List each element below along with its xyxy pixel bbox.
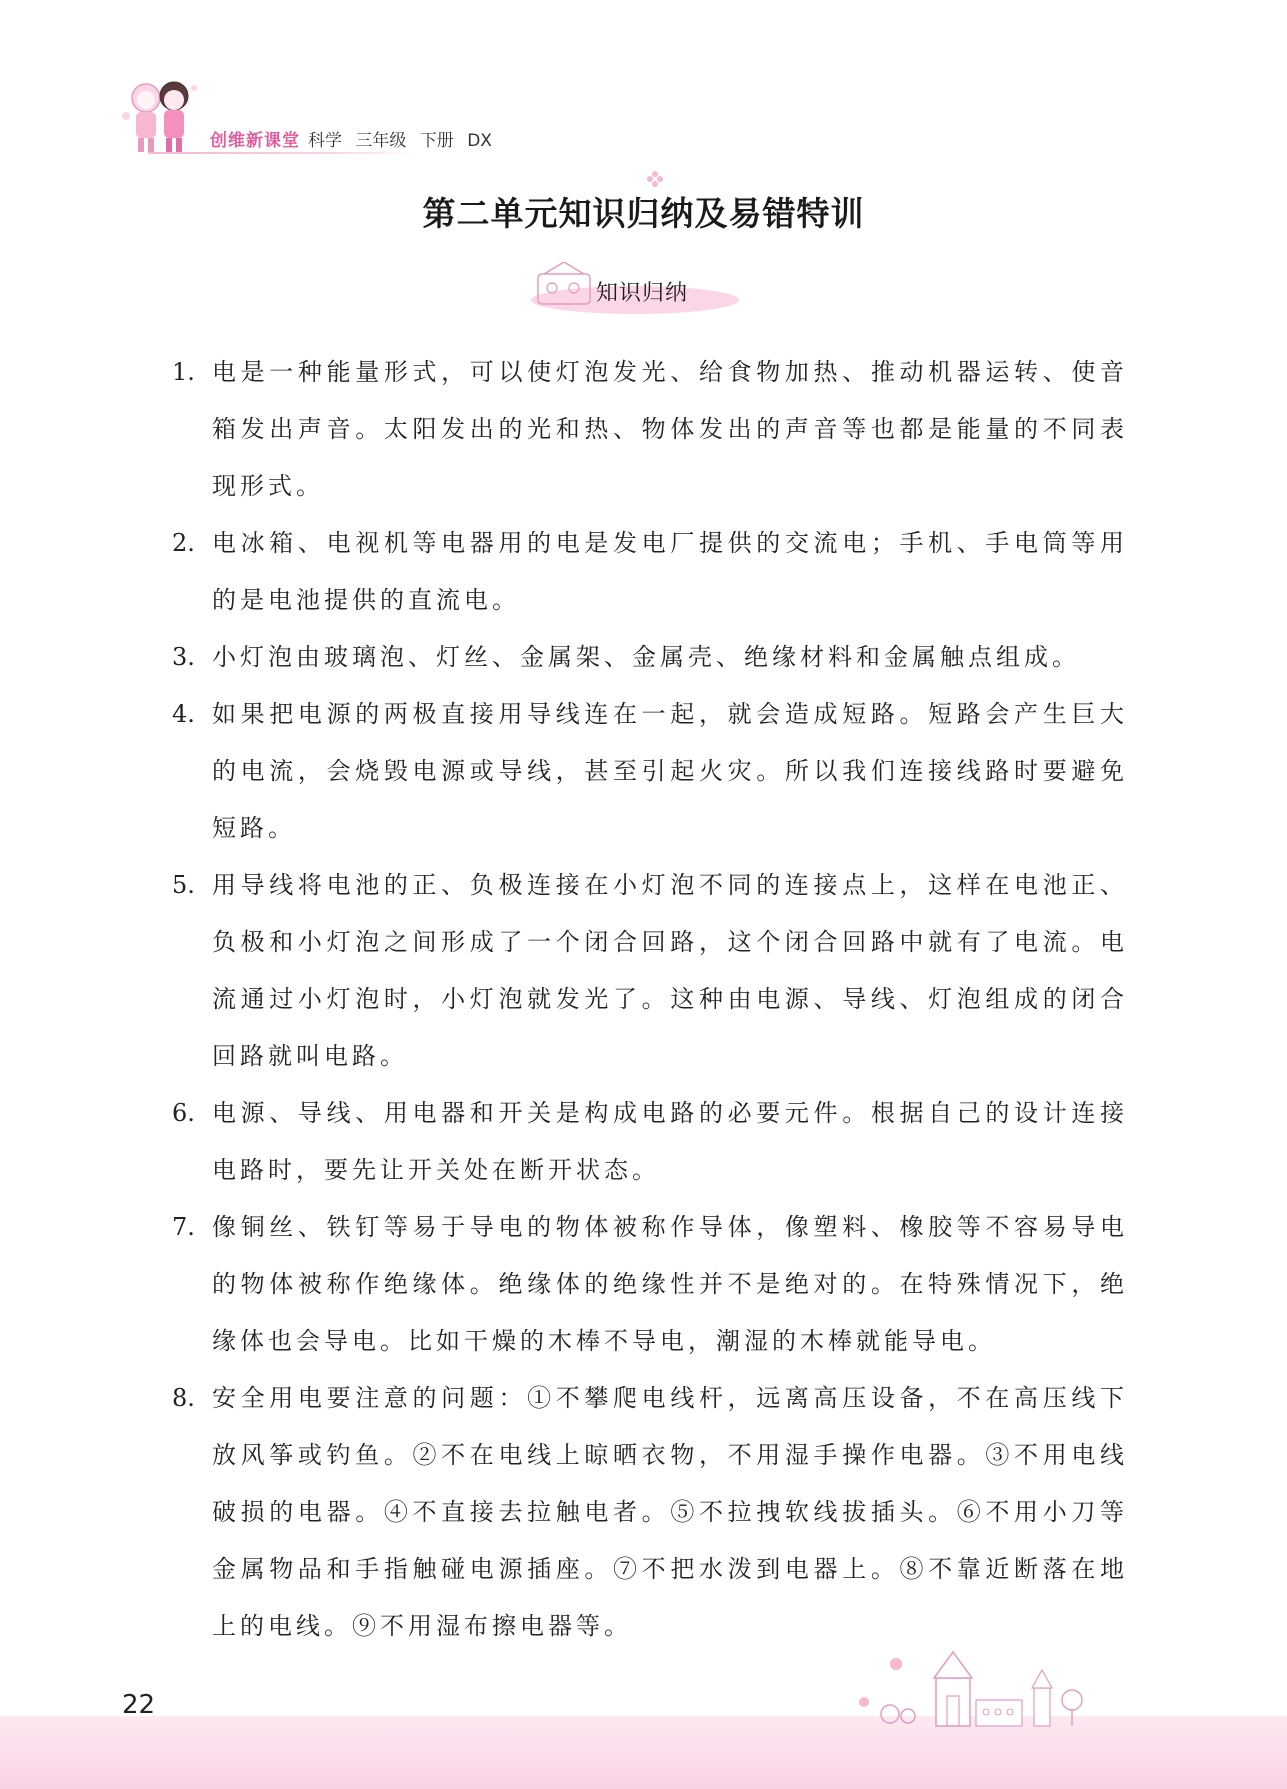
item-text: 安全用电要注意的问题：①不攀爬电线杆，远离高压设备，不在高压线下放风筝或钓鱼。②不在电线上晾晒衣物，不用湿手操作电器。③不用电线破损的电器。④不直接去拉触电者。⑤不拉拽软线拔插头。⑥不用小刀等金属物品和手指触碰电源插座。⑦不把水泼到电器上。⑧不靠近断落在地上的电线。⑨不用湿布擦电器等。 [212,1384,1128,1640]
header-divider [148,152,418,154]
item-number: 5. [172,871,195,899]
edition-label: DX [467,131,492,151]
item-text: 电是一种能量形式，可以使灯泡发光、给食物加热、推动机器运转、使音箱发出声音。太阳发出的光和热、物体发出的声音等也都是能量的不同表现形式。 [212,358,1128,500]
page-title: 第二单元知识归纳及易错特训 [422,194,865,233]
flower-icon [646,170,664,188]
item-text: 小灯泡由玻璃泡、灯丝、金属架、金属壳、绝缘材料和金属触点组成。 [212,643,1080,671]
list-item [172,857,1128,1085]
item-number: 2. [172,529,195,557]
list-item [172,1085,1128,1199]
list-item [172,629,1128,686]
section-heading-text: 知识归纳 [596,281,689,306]
list-item [172,515,1128,629]
knowledge-list [172,344,1128,1655]
item-number: 7. [172,1213,195,1241]
list-item [172,1199,1128,1370]
list-item [172,344,1128,515]
brand-name: 创维新课堂 [210,131,300,151]
item-text: 用导线将电池的正、负极连接在小灯泡不同的连接点上，这样在电池正、负极和小灯泡之间形成了一个闭合回路，这个闭合回路中就有了电流。电流通过小灯泡时，小灯泡就发光了。这种由电源、导线、灯泡组成的闭合回路就叫电路。 [212,871,1128,1070]
castle-decoration-icon [850,1640,1150,1730]
book-info [308,126,500,151]
item-number: 6. [172,1099,195,1127]
item-text: 电源、导线、用电器和开关是构成电路的必要元件。根据自己的设计连接电路时，要先让开关处在断开状态。 [212,1099,1128,1184]
item-text: 像铜丝、铁钉等易于导电的物体被称作导体，像塑料、橡胶等不容易导电的物体被称作绝缘体。绝缘体的绝缘性并不是绝对的。在特殊情况下，绝缘体也会导电。比如干燥的木棒不导电，潮湿的木棒就能导电。 [212,1213,1128,1355]
volume-label: 下册 [419,131,454,151]
page-header [118,76,678,156]
page-number: 22 [122,1690,156,1720]
item-number: 3. [172,643,195,671]
item-number: 4. [172,700,195,728]
section-heading [530,262,740,318]
item-number: 8. [172,1384,195,1412]
item-number: 1. [172,358,195,386]
subject-label: 科学 [308,131,342,151]
list-item [172,1370,1128,1655]
item-text: 如果把电源的两极直接用导线连在一起，就会造成短路。短路会产生巨大的电流，会烧毁电源或导线，甚至引起火灾。所以我们连接线路时要避免短路。 [212,700,1128,842]
item-text: 电冰箱、电视机等电器用的电是发电厂提供的交流电；手机、手电筒等用的是电池提供的直流电。 [212,529,1128,614]
mascot-kids-icon [118,76,202,156]
grade-label: 三年级 [355,131,407,151]
list-item [172,686,1128,857]
